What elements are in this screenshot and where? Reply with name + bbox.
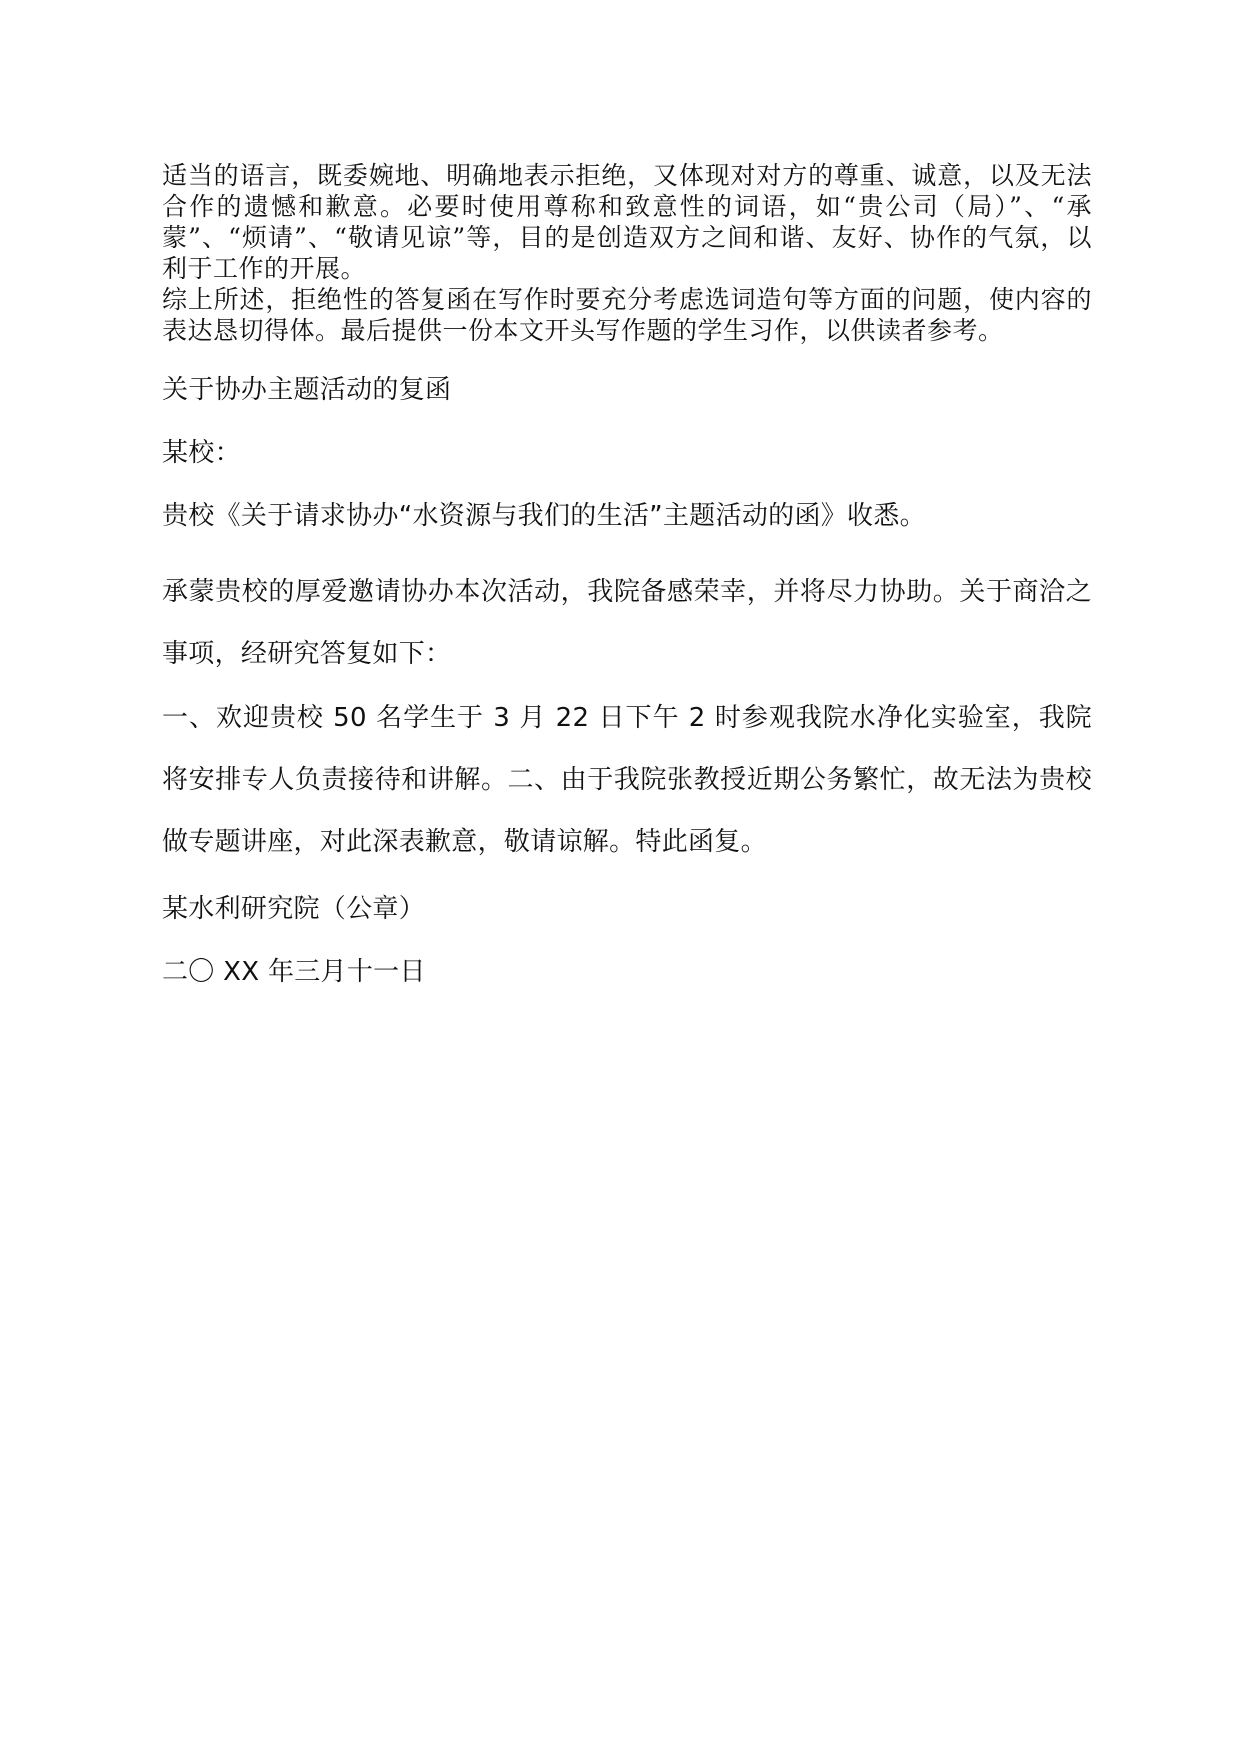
letter-body-paragraph: 承蒙贵校的厚爱邀请协办本次活动，我院备感荣幸，并将尽力协助。关于商洽之事项，经研究答复如下： [162, 577, 1092, 669]
letter-body-paragraph: 一、欢迎贵校 50 名学生于 3 月 22 日下午 2 时参观我院水净化实验室，我院将安排专人负责接待和讲解。二、由于我院张教授近期公务繁忙，故无法为贵校做专题讲座，对此深表歉意，敬请谅解。特此函复。 [162, 703, 1092, 857]
letter-date: 二〇 XX 年三月十一日 [162, 957, 426, 987]
letter-title: 关于协办主题活动的复函 [162, 375, 452, 405]
letter-salutation: 某校： [162, 438, 241, 468]
intro-section [162, 160, 1092, 346]
intro-paragraph: 适当的语言，既委婉地、明确地表示拒绝，又体现对对方的尊重、诚意，以及无法合作的遗憾和歉意。必要时使用尊称和致意性的词语，如“贵公司（局）”、“承蒙”、“烦请”、“敬请见谅”等，目的是创造双方之间和谐、友好、协作的气氛，以利于工作的开展。 [162, 161, 1092, 283]
intro-paragraph: 综上所述，拒绝性的答复函在写作时要充分考虑选词造句等方面的问题，使内容的表达恳切得体。最后提供一份本文开头写作题的学生习作，以供读者参考。 [162, 285, 1092, 345]
letter-acknowledgement: 贵校《关于请求协办“水资源与我们的生活”主题活动的函》收悉。 [162, 501, 926, 531]
letter-signature: 某水利研究院（公章） [162, 894, 426, 924]
